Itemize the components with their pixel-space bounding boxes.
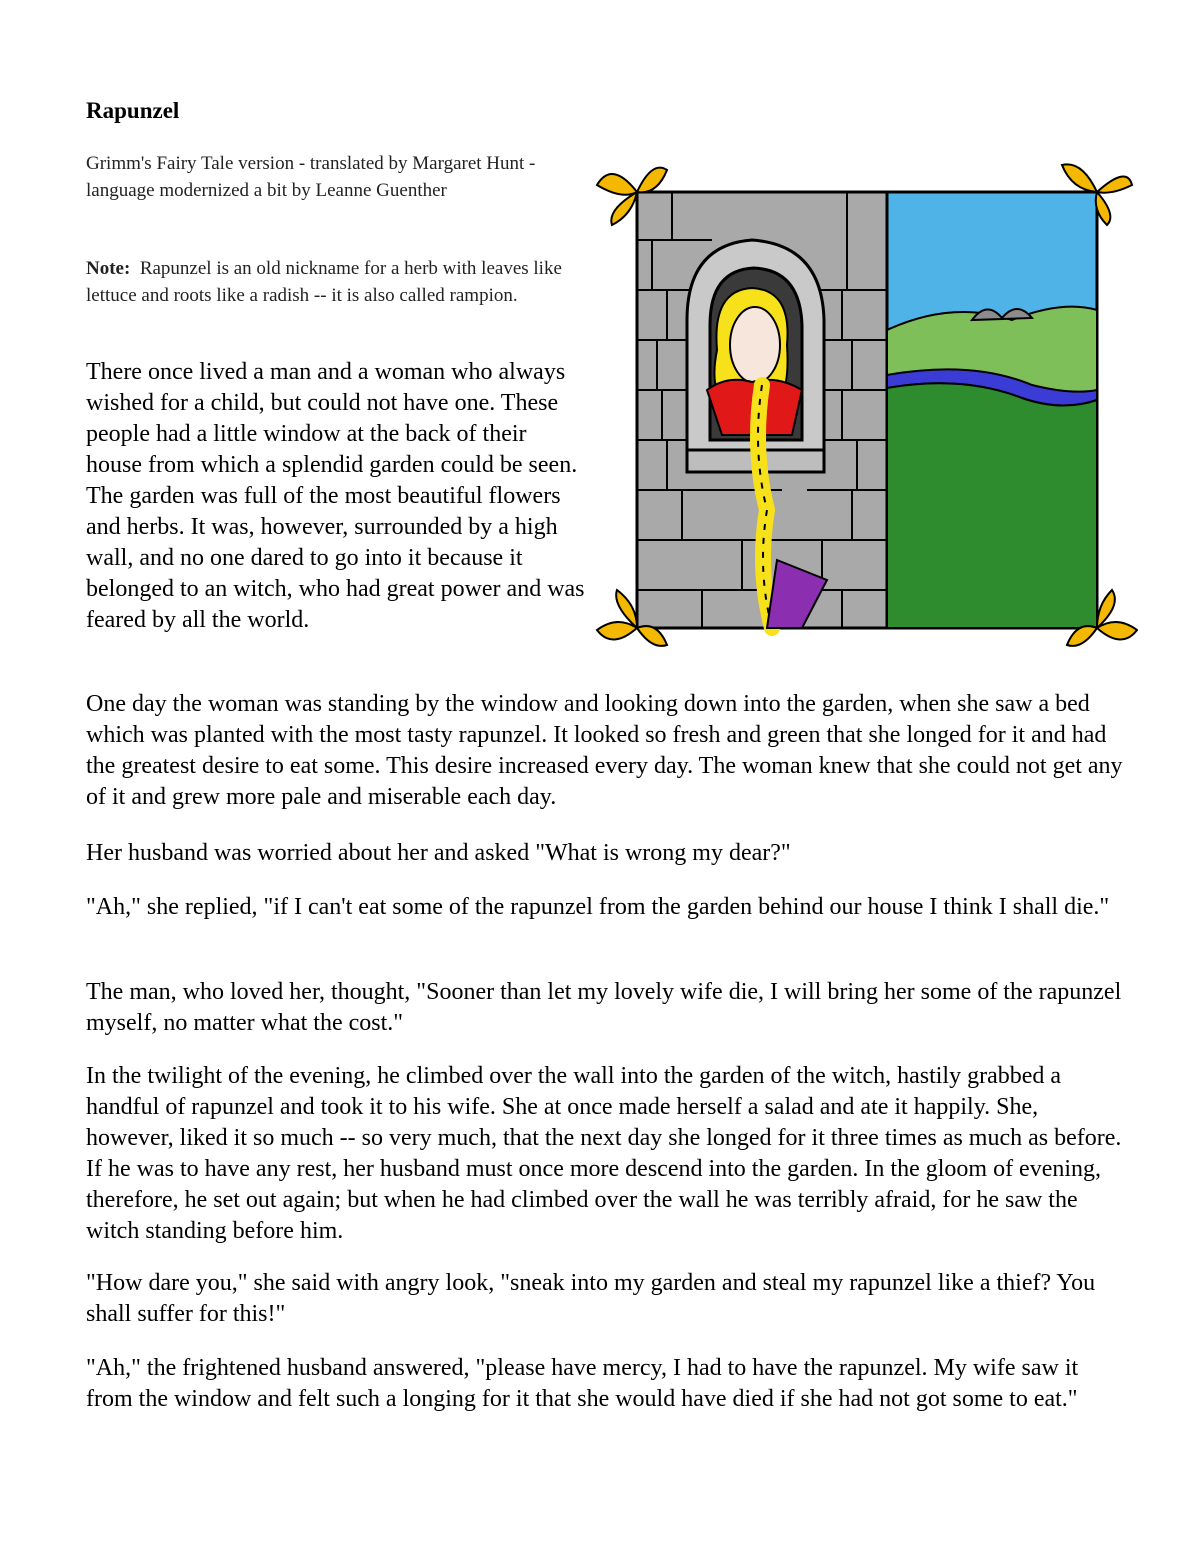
paragraph-8: "Ah," the frightened husband answered, "please have mercy, I had to have the rapunzel. My wife saw it from the window and felt such a longing for it that she would have died if she had not got some to eat." [86,1355,1079,1412]
note-text: Rapunzel is an old nickname for a herb with leaves like lettuce and roots like a radish -- it is also called rampion. [86,258,562,306]
paragraph-4: "Ah," she replied, "if I can't eat some of the rapunzel from the garden behind our house I think I shall die." [86,894,1110,920]
paragraph-2: One day the woman was standing by the window and looking down into the garden, when she saw a bed which was planted with the most tasty rapunzel. It looked so fresh and green that she longed for it and had the greatest desire to eat some. This desire increased every day. The woman knew that she could not get any of it and grew more pale and miserable each day. [86,691,1123,810]
paragraph-1: There once lived a man and a woman who always wished for a child, but could not have one. These people had a little window at the back of their house from which a splendid garden could be seen. The garden was full of the most beautiful flowers and herbs. It was, however, surrounded by a high wall, and no one dared to go into it because it belonged to an witch, who had great power and was feared by all the world. [86,359,585,633]
grass-field [887,383,1097,628]
rapunzel-tower-illustration [592,150,1138,654]
document-note [86,255,566,309]
paragraph-7: "How dare you," she said with angry look, "sneak into my garden and steal my rapunzel like a thief? You shall suffer for this!" [86,1270,1096,1327]
note-label: Note: [86,258,131,279]
paragraph-5: The man, who loved her, thought, "Sooner than let my lovely wife die, I will bring her some of the rapunzel myself, no matter what the cost." [86,979,1122,1036]
document-subtitle: Grimm's Fairy Tale version - translated by Margaret Hunt - language modernized a bit by Leanne Guenther [86,153,536,201]
rapunzel-face [730,307,780,383]
paragraph-6: In the twilight of the evening, he climbed over the wall into the garden of the witch, hastily grabbed a handful of rapunzel and took it to his wife. She at once made herself a salad and ate it happily. She, however, liked it so much -- so very much, that the next day she longed for it three times as much as before. If he was to have any rest, her husband must once more descend into the garden. In the gloom of evening, therefore, he set out again; but when he had climbed over the wall he was terribly afraid, for he saw the witch standing before him. [86,1063,1122,1244]
paragraph-3: Her husband was worried about her and asked "What is wrong my dear?" [86,840,791,866]
document-title: Rapunzel [86,98,180,123]
